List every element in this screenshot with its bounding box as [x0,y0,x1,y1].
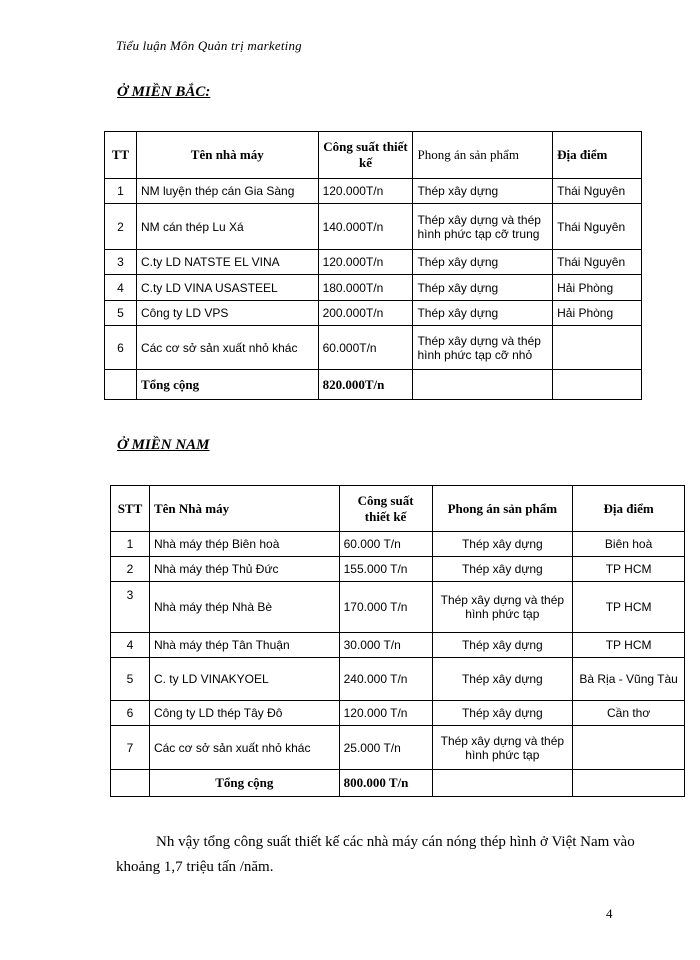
cell-product: Thép xây dựng [413,275,553,301]
table-row [105,275,642,301]
table-row [111,557,685,582]
cell-location: TP HCM [573,633,685,658]
cell-index: 6 [105,326,137,370]
column-header: Địa điểm [553,132,642,179]
north-factory-table [104,131,642,400]
page-number: 4 [606,906,613,921]
column-header: Công suất thiết kế [318,132,413,179]
cell-index: 4 [105,275,137,301]
cell-empty [573,770,685,797]
cell-index: 7 [111,726,150,770]
table-row [111,532,685,557]
table-row [105,250,642,275]
cell-index: 3 [105,250,137,275]
cell-capacity: 120.000T/n [318,250,413,275]
cell-location: Thái Nguyên [553,250,642,275]
table-total-row [111,770,685,797]
cell-name: NM luyện thép cán Gia Sàng [136,179,318,204]
cell-capacity: 170.000 T/n [339,582,432,633]
cell-name: Công ty LD VPS [136,301,318,326]
cell-product: Thép xây dựng và thép hình phức tạp cỡ nhỏ [413,326,553,370]
cell-index: 3 [111,582,150,633]
cell-empty [111,770,150,797]
cell-capacity: 25.000 T/n [339,726,432,770]
document-header: Tiểu luận Môn Quản trị marketing [116,38,302,53]
table-header-row [105,132,642,179]
column-header: Tên nhà máy [136,132,318,179]
cell-location: Hải Phòng [553,301,642,326]
cell-empty [105,370,137,400]
cell-location: Bà Rịa - Vũng Tàu [573,658,685,701]
total-label: Tổng cộng [149,770,339,797]
cell-index: 1 [111,532,150,557]
cell-location: Thái Nguyên [553,204,642,250]
column-header: Tên Nhà máy [149,486,339,532]
south-section-title: Ở MIỀN NAM [117,437,210,453]
table-total-row [105,370,642,400]
cell-capacity: 60.000T/n [318,326,413,370]
cell-location: Hải Phòng [553,275,642,301]
cell-product: Thép xây dựng và thép hình phức tạp [432,726,573,770]
cell-name: Công ty LD thép Tây Đô [149,701,339,726]
table-row [111,582,685,633]
table-row [105,301,642,326]
cell-empty [432,770,573,797]
table-row [105,326,642,370]
cell-name: Nhà máy thép Nhà Bè [149,582,339,633]
cell-name: C.ty LD NATSTE EL VINA [136,250,318,275]
table-row [105,179,642,204]
cell-capacity: 30.000 T/n [339,633,432,658]
cell-product: Thép xây dựng [432,658,573,701]
cell-capacity: 60.000 T/n [339,532,432,557]
cell-name: C. ty LD VINAKYOEL [149,658,339,701]
cell-index: 5 [105,301,137,326]
table-row [111,701,685,726]
cell-capacity: 180.000T/n [318,275,413,301]
cell-product: Thép xây dựng [432,633,573,658]
cell-name: Các cơ sở sản xuất nhỏ khác [149,726,339,770]
cell-capacity: 200.000T/n [318,301,413,326]
table-header-row [111,486,685,532]
cell-index: 4 [111,633,150,658]
cell-product: Thép xây dựng [432,701,573,726]
cell-index: 2 [105,204,137,250]
cell-index: 5 [111,658,150,701]
cell-empty [413,370,553,400]
cell-name: Nhà máy thép Tân Thuận [149,633,339,658]
cell-capacity: 120.000T/n [318,179,413,204]
south-factory-table [110,485,685,797]
north-section-title: Ở MIỀN BẮC: [117,84,211,100]
cell-index: 1 [105,179,137,204]
table-row [111,658,685,701]
table-row [111,633,685,658]
cell-capacity: 155.000 T/n [339,557,432,582]
cell-location: TP HCM [573,582,685,633]
table-row [105,204,642,250]
cell-location: Biên hoà [573,532,685,557]
cell-product: Thép xây dựng [413,301,553,326]
cell-capacity: 140.000T/n [318,204,413,250]
column-header: Địa điểm [573,486,685,532]
cell-product: Thép xây dựng và thép hình phức tạp [432,582,573,633]
cell-location: Thái Nguyên [553,179,642,204]
total-value: 820.000T/n [318,370,413,400]
cell-location [573,726,685,770]
cell-name: Nhà máy thép Biên hoà [149,532,339,557]
column-header: STT [111,486,150,532]
cell-name: Nhà máy thép Thủ Đức [149,557,339,582]
column-header: Công suất thiết kế [339,486,432,532]
total-value: 800.000 T/n [339,770,432,797]
cell-location [553,326,642,370]
cell-capacity: 240.000 T/n [339,658,432,701]
cell-name: Các cơ sở sản xuất nhỏ khác [136,326,318,370]
cell-name: NM cán thép Lu Xá [136,204,318,250]
cell-index: 2 [111,557,150,582]
cell-name: C.ty LD VINA USASTEEL [136,275,318,301]
summary-paragraph: Nh vậy tổng công suất thiết kế các nhà máy cán nóng thép hình ở Việt Nam vào khoảng 1,7 triệu tấn /năm. [116,834,635,875]
column-header: TT [105,132,137,179]
column-header: Phong án sản phẩm [413,132,553,179]
table-row [111,726,685,770]
cell-capacity: 120.000 T/n [339,701,432,726]
cell-location: TP HCM [573,557,685,582]
cell-product: Thép xây dựng [432,557,573,582]
column-header: Phong án sản phẩm [432,486,573,532]
total-label: Tổng cộng [136,370,318,400]
cell-product: Thép xây dựng [413,179,553,204]
cell-product: Thép xây dựng và thép hình phức tạp cỡ trung [413,204,553,250]
cell-empty [553,370,642,400]
cell-location: Cần thơ [573,701,685,726]
cell-index: 6 [111,701,150,726]
cell-product: Thép xây dựng [413,250,553,275]
cell-product: Thép xây dựng [432,532,573,557]
